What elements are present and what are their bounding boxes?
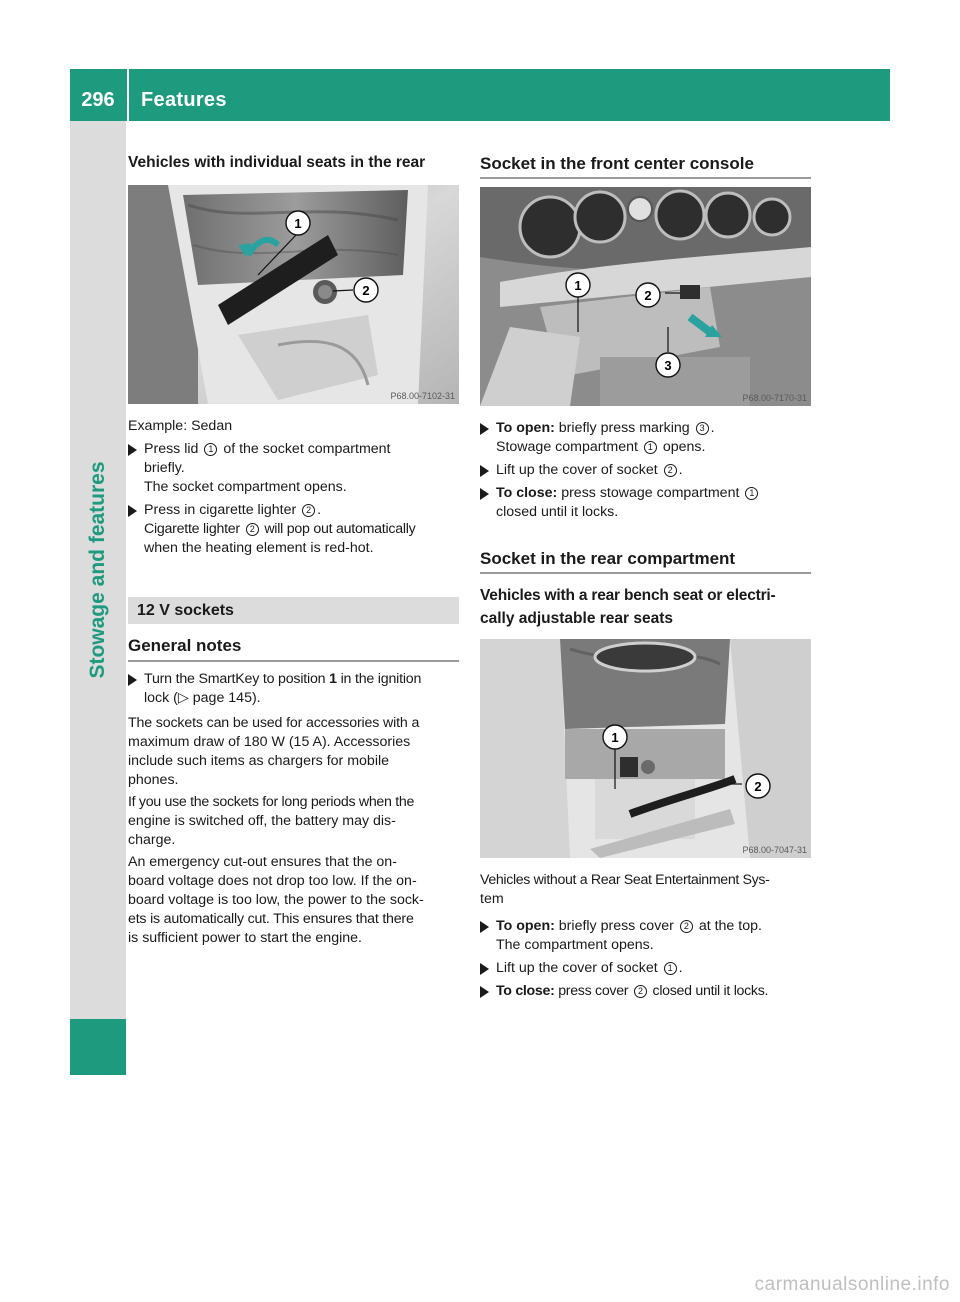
page-title: Features	[141, 89, 227, 111]
callout-2	[746, 774, 770, 798]
step-press-lid-result: The socket compartment opens.	[144, 479, 347, 495]
svg-text:2: 2	[362, 283, 370, 298]
step-rear-lift: Lift up the cover of socket 1 .	[480, 959, 811, 978]
side-tab-marker[interactable]	[70, 1019, 126, 1075]
callout-ref-icon: 2	[680, 920, 693, 933]
figure-rear-console	[128, 185, 459, 404]
arrow-icon	[128, 444, 137, 456]
callout-ref-icon: 2	[634, 985, 647, 998]
rear-compartment-heading: Socket in the rear compartment	[480, 549, 736, 568]
page-ref-arrow-icon: ▷	[177, 690, 189, 706]
general-notes-heading: General notes	[128, 636, 242, 655]
callout-3	[656, 353, 680, 377]
section-title: 12 V sockets	[137, 602, 234, 619]
arrow-icon	[480, 465, 489, 477]
rule-general	[128, 660, 459, 662]
rear-sub-heading: Vehicles with a rear bench seat or electri- cally adjustable rear seats	[480, 587, 776, 627]
step-front-open: To open: briefly press marking 3 .	[480, 419, 811, 438]
arrow-icon	[480, 963, 489, 975]
figure-reference: P68.00-7170-31	[742, 393, 807, 403]
side-tab-label: Stowage and features	[86, 461, 109, 679]
step-front-close: To close: press stowage compartment 1	[480, 484, 811, 503]
callout-1	[286, 211, 310, 235]
svg-text:3: 3	[664, 358, 672, 373]
figure-reference: P68.00-7047-31	[742, 845, 807, 855]
callout-ref-icon: 1	[204, 443, 217, 456]
rear-console-illustration	[128, 185, 459, 404]
rule-rear	[480, 572, 811, 574]
step-rear-close: To close: press cover 2 closed until it locks.	[480, 982, 815, 1001]
callout-ref-icon: 3	[696, 422, 709, 435]
arrow-icon	[480, 921, 489, 933]
para-cutout: An emergency cut-out ensures that the on- board voltage does not drop too low. If the on- board voltage is too low, the power to the sock- ets is automatically cut. This ensures that there is sufficient power to start the engine.	[128, 854, 424, 946]
callout-ref-icon: 1	[644, 441, 657, 454]
callout-1	[566, 273, 590, 297]
step-smartkey: Turn the SmartKey to position 1 in the ignition	[128, 670, 459, 689]
step-press-lid-line2: briefly.	[144, 460, 185, 476]
callout-ref-icon: 1	[745, 487, 758, 500]
step-cigarette-lighter: Press in cigarette lighter 2 .	[128, 501, 459, 520]
arrow-icon	[480, 488, 489, 500]
step-front-close-line2: closed until it locks.	[496, 504, 619, 520]
svg-text:1: 1	[574, 278, 582, 293]
step-cigarette-result: Cigarette lighter 2 will pop out automatically	[144, 521, 416, 537]
arrow-icon	[480, 986, 489, 998]
step-front-lift: Lift up the cover of socket 2 .	[480, 461, 811, 480]
left-heading: Vehicles with individual seats in the rear	[128, 154, 426, 171]
svg-text:1: 1	[294, 216, 302, 231]
section-band-12v	[128, 597, 459, 624]
header-divider	[127, 69, 129, 121]
arrow-icon	[128, 674, 137, 686]
arrow-icon	[128, 505, 137, 517]
caption-no-rse: Vehicles without a Rear Seat Entertainment Sys- tem	[480, 872, 770, 907]
step-rear-open: To open: briefly press cover 2 at the top.	[480, 917, 811, 936]
svg-text:1: 1	[611, 730, 619, 745]
figure-front-console	[480, 187, 811, 406]
step-front-open-result: Stowage compartment 1 opens.	[496, 439, 706, 455]
callout-ref-icon: 2	[246, 523, 259, 536]
step-rear-open-result: The compartment opens.	[496, 937, 654, 953]
page-link[interactable]: page 145).	[192, 690, 261, 706]
para-battery: If you use the sockets for long periods when the engine is switched off, the battery may dis- charge.	[128, 794, 415, 848]
callout-2	[354, 278, 378, 302]
watermark: carmanualsonline.info	[754, 1274, 950, 1295]
front-console-heading: Socket in the front center console	[480, 154, 754, 173]
callout-ref-icon: 2	[302, 504, 315, 517]
figure-reference: P68.00-7102-31	[390, 391, 455, 401]
para-accessories: The sockets can be used for accessories with a maximum draw of 180 W (15 A). Accessories include such items as chargers for mobile phones.	[128, 715, 420, 788]
callout-1	[603, 725, 627, 749]
front-console-illustration	[480, 187, 811, 406]
step-cigarette-result-line2: when the heating element is red-hot.	[144, 540, 374, 556]
rear-compartment-illustration	[480, 639, 811, 858]
step-smartkey-line2: lock (▷ page 145).	[144, 690, 261, 706]
rule-front	[480, 177, 811, 179]
callout-ref-icon: 1	[664, 962, 677, 975]
callout-ref-icon: 2	[664, 464, 677, 477]
svg-text:2: 2	[644, 288, 652, 303]
caption-example: Example: Sedan	[128, 418, 233, 434]
callout-2	[636, 283, 660, 307]
step-press-lid: Press lid 1 of the socket compartment	[128, 440, 459, 459]
svg-text:2: 2	[754, 779, 762, 794]
figure-rear-compartment	[480, 639, 811, 858]
page-number: 296	[81, 89, 115, 111]
arrow-icon	[480, 423, 489, 435]
